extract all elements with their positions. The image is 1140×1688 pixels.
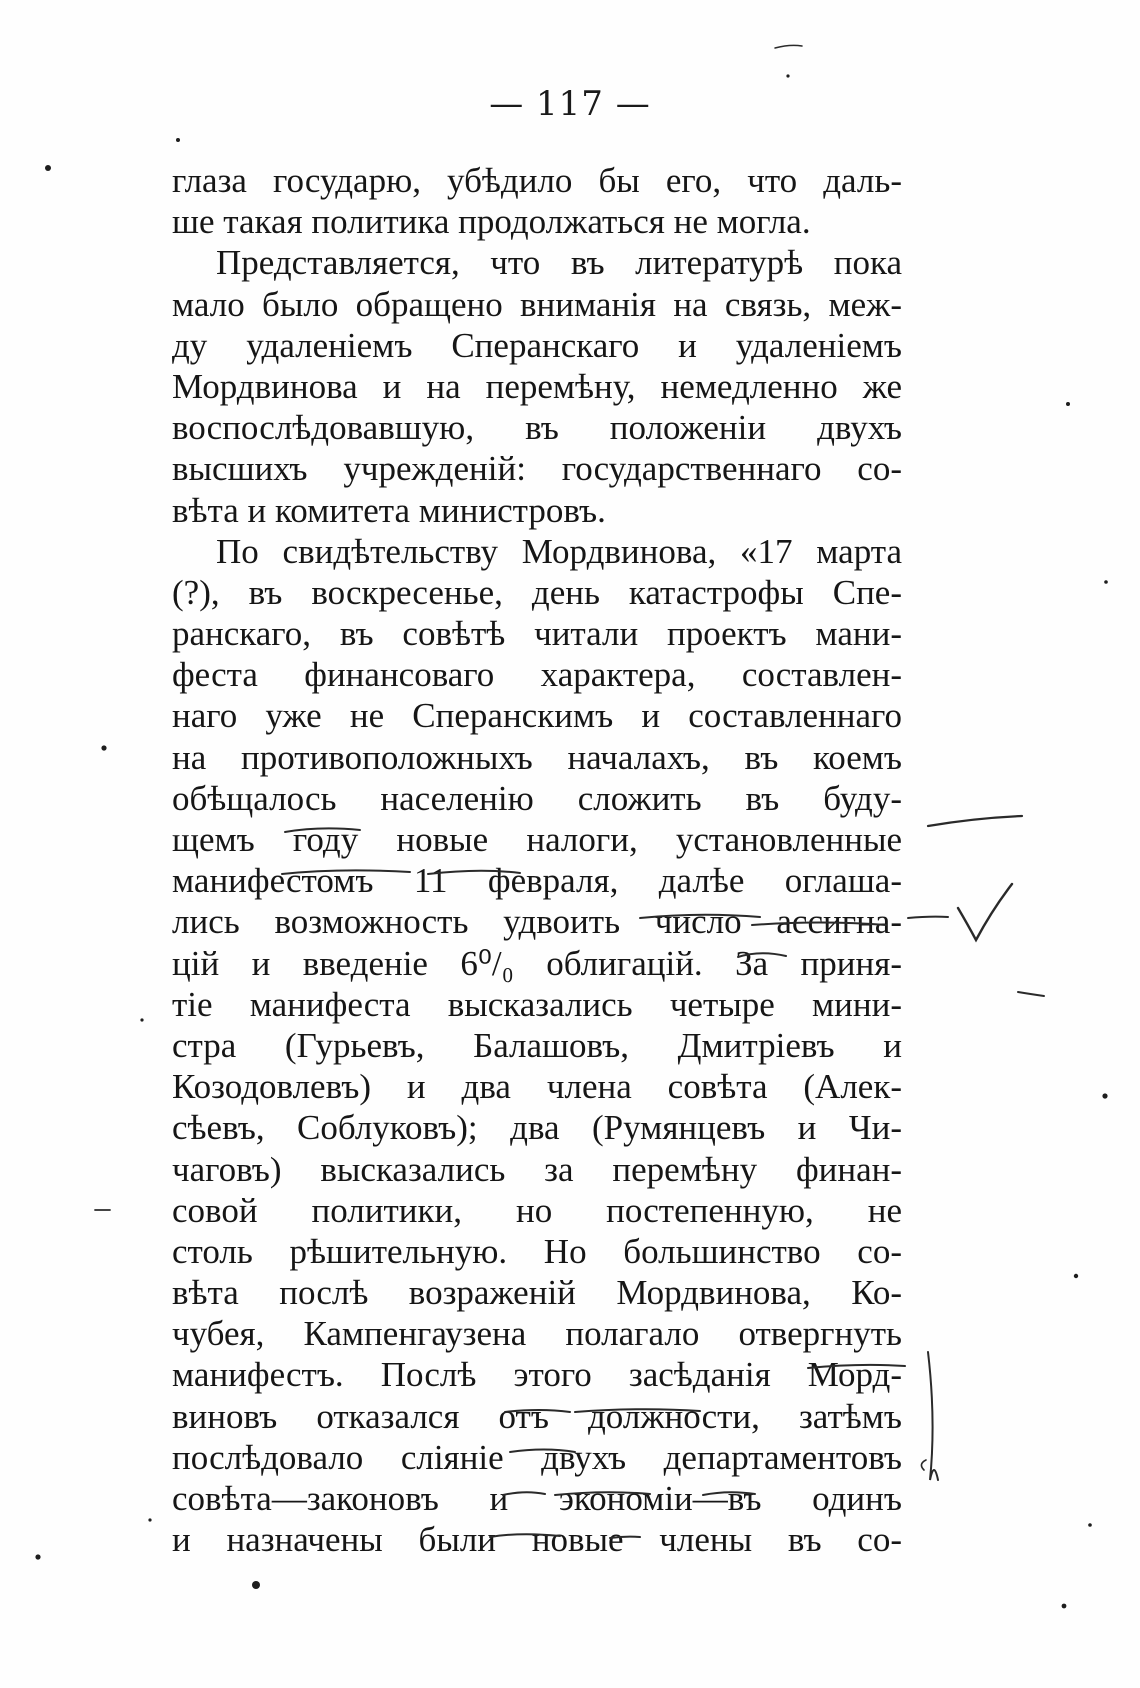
text-line: чубея, Кампенгаузена полагало отвергнуть [172,1314,902,1354]
text-line: вѣта и комитета министровъ. [172,490,606,530]
text-line: сѣевъ, Соблуковъ); два (Румянцевъ и Чи- [172,1108,902,1148]
text-line: мало было обращено вниманія на связь, меж- [172,284,902,324]
body-text [172,160,902,1560]
ink-speck [45,165,51,171]
text-line: ранскаго, въ совѣтѣ читали проектъ мани- [172,614,902,654]
margin-dash-mark [908,917,948,918]
ink-speck [786,74,789,77]
text-line: глаза государю, убѣдило бы его, что даль- [172,161,902,200]
text-line: тіе манифеста высказались четыре мини- [172,984,902,1024]
text-line: вѣта послѣ возраженій Мордвинова, Ко- [172,1273,902,1313]
ink-speck [101,745,106,750]
text-line: на противоположныхъ началахъ, въ коемъ [172,737,902,777]
text-line: совой политики, но постепенную, не [172,1190,902,1230]
ink-speck [252,1581,260,1589]
ink-speck [140,1018,143,1021]
text-line: чаговъ) высказались за перемѣну финан- [172,1149,902,1189]
margin-bracket-mark [928,1352,938,1480]
text-line: послѣдовало сліяніе двухъ департаментовъ [172,1437,902,1477]
ink-speck [1074,1274,1078,1278]
ink-speck [176,138,180,142]
checkmark-icon [958,884,1012,940]
margin-dash-mark [775,45,802,48]
margin-dash-mark [1018,992,1044,996]
text-line: и назначены были новые члены въ со- [172,1520,902,1560]
text-line: феста финансоваго характера, составлен- [172,655,902,695]
text-line: манифестомъ 11 февраля, далѣе оглаша- [172,861,902,901]
ink-speck [1088,1523,1092,1527]
text-line: воспослѣдовавшую, въ положеніи двухъ [172,408,902,448]
text-line: (?), въ воскресенье, день катастрофы Спе- [172,572,902,612]
text-line: наго уже не Сперанскимъ и составленнаго [172,696,902,736]
margin-tick-mark [921,1460,926,1470]
ink-speck [148,1518,151,1521]
margin-dash-mark [928,816,1022,826]
text-line: По свидѣтельству Мордвинова, «17 марта [216,531,902,571]
text-line: виновъ отказался отъ должности, затѣмъ [172,1396,902,1436]
ink-speck [35,1554,40,1559]
text-line: Мордвинова и на перемѣну, немедленно же [172,366,902,406]
page-number: — 117 — [489,84,651,124]
text-line: щемъ году новые налоги, установленные [172,820,902,859]
text-line: манифестъ. Послѣ этого засѣданія Морд- [172,1355,902,1395]
text-line: ше такая политика продолжаться не могла. [172,202,811,242]
text-line: высшихъ учрежденій: государственнаго со- [172,449,902,489]
text-line: Представляется, что въ литературѣ пока [216,243,902,283]
text-line: цій и введеніе 6⁰/₀ облигацій. За приня- [172,943,902,983]
ink-speck [1066,402,1070,406]
text-line: совѣта—законовъ и экономіи—въ одинъ [172,1479,902,1518]
text-line: стра (Гурьевъ, Балашовъ, Дмитріевъ и [172,1025,902,1065]
text-line: лись возможность удвоить число ассигна- [172,902,902,942]
ink-speck [1062,1604,1067,1609]
text-line: обѣщалось населенію сложить въ буду- [172,778,902,818]
text-line: ду удаленіемъ Сперанскаго и удаленіемъ [172,325,902,365]
ink-speck [1104,580,1108,584]
text-line: столь рѣшительную. Но большинство со- [172,1231,902,1271]
text-line: Козодовлевъ) и два члена совѣта (Алек- [172,1067,902,1107]
ink-speck [1102,1093,1107,1098]
